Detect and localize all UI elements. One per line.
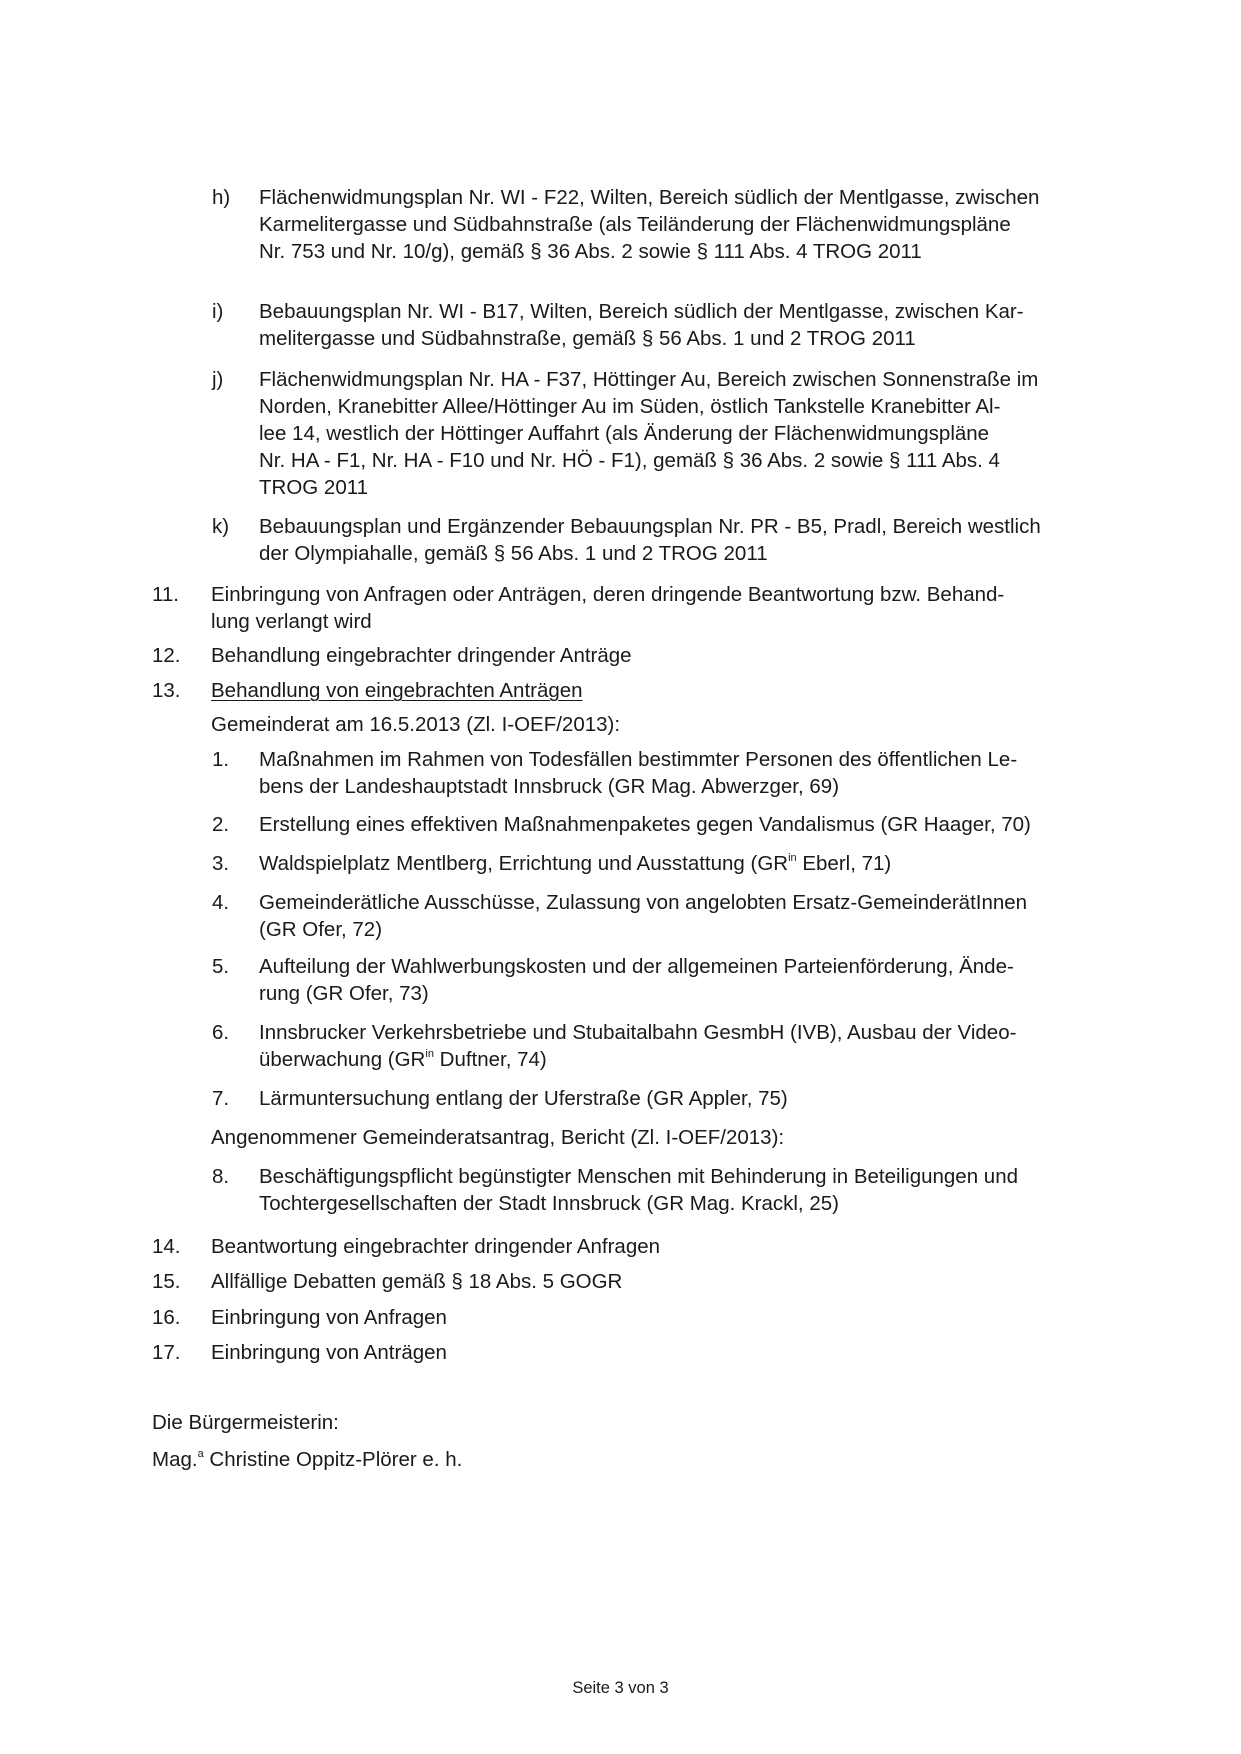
superscript: in xyxy=(425,1048,434,1060)
item-text-line: bens der Landeshauptstadt Innsbruck (GR Mag. Abwerzger, 69) xyxy=(259,775,840,798)
item-text-line: Nr. HA - F1, Nr. HA - F10 und Nr. HÖ - F1), gemäß § 36 Abs. 2 sowie § 111 Abs. 4 xyxy=(259,449,1000,472)
item-number: 3. xyxy=(212,852,230,875)
item-number: 12. xyxy=(152,644,181,667)
item-text-line: Einbringung von Anfragen oder Anträgen, deren dringende Beantwortung bzw. Behand- xyxy=(211,583,1005,606)
item-text-line: Behandlung eingebrachter dringender Anträge xyxy=(211,644,632,667)
item-text: überwachung (GR xyxy=(259,1048,426,1071)
item-number: 15. xyxy=(152,1270,181,1293)
signature-name xyxy=(152,1446,462,1473)
item-text-line: Beschäftigungspflicht begünstigter Menschen mit Behinderung in Beteiligungen und xyxy=(259,1165,1019,1188)
item-text-line: Aufteilung der Wahlwerbungskosten und der allgemeinen Parteienförderung, Ände- xyxy=(259,955,1014,978)
item-text-line: Tochtergesellschaften der Stadt Innsbruck (GR Mag. Krackl, 25) xyxy=(259,1192,839,1215)
item-text-line: Maßnahmen im Rahmen von Todesfällen bestimmter Personen des öffentlichen Le- xyxy=(259,748,1018,771)
signature-person: Christine Oppitz-Plörer e. h. xyxy=(203,1448,463,1471)
item-text-line: Flächenwidmungsplan Nr. HA - F37, Höttinger Au, Bereich zwischen Sonnenstraße im xyxy=(259,368,1039,391)
item-text-line: TROG 2011 xyxy=(259,476,368,499)
item-number: 1. xyxy=(212,748,230,771)
item-number: 14. xyxy=(152,1235,181,1258)
item-text: Waldspielplatz Mentlberg, Errichtung und Ausstattung (GR xyxy=(259,852,789,875)
item-text-line: Erstellung eines effektiven Maßnahmenpaketes gegen Vandalismus (GR Haager, 70) xyxy=(259,813,1031,836)
item-text-line: Lärmuntersuchung entlang der Uferstraße (GR Appler, 75) xyxy=(259,1087,788,1110)
item-text-line: melitergasse und Südbahnstraße, gemäß § 56 Abs. 1 und 2 TROG 2011 xyxy=(259,327,916,350)
superscript: in xyxy=(788,852,797,864)
item-number: 11. xyxy=(152,583,179,606)
item-text-line xyxy=(259,1046,1016,1073)
item-text: Duftner, 74) xyxy=(433,1048,547,1071)
item-marker: j) xyxy=(212,368,224,391)
item-text-line: der Olympiahalle, gemäß § 56 Abs. 1 und 2 TROG 2011 xyxy=(259,542,768,565)
item-text-line: Norden, Kranebitter Allee/Höttinger Au im Süden, östlich Tankstelle Kranebitter Al- xyxy=(259,395,1001,418)
item-text-line: Allfällige Debatten gemäß § 18 Abs. 5 GOGR xyxy=(211,1270,623,1293)
item-text-line: Bebauungsplan und Ergänzender Bebauungsplan Nr. PR - B5, Pradl, Bereich westlich xyxy=(259,515,1041,538)
item-number: 8. xyxy=(212,1165,230,1188)
item-text: Eberl, 71) xyxy=(796,852,892,875)
item-text-line: lee 14, westlich der Höttinger Auffahrt (als Änderung der Flächenwidmungspläne xyxy=(259,422,990,445)
item-text-line: Bebauungsplan Nr. WI - B17, Wilten, Bereich südlich der Mentlgasse, zwischen Kar- xyxy=(259,300,1024,323)
item-text-line: Gemeinderätliche Ausschüsse, Zulassung von angelobten Ersatz-GemeinderätInnen xyxy=(259,891,1028,914)
item-text-line: (GR Ofer, 72) xyxy=(259,918,383,941)
item-text-line: Beantwortung eingebrachter dringender Anfragen xyxy=(211,1235,661,1258)
item-text-line: Innsbrucker Verkehrsbetriebe und Stubaitalbahn GesmbH (IVB), Ausbau der Video- xyxy=(259,1021,1017,1044)
item-number: 16. xyxy=(152,1306,181,1329)
item-marker: h) xyxy=(212,186,231,209)
item-number: 17. xyxy=(152,1341,181,1364)
item-text-line: Karmelitergasse und Südbahnstraße (als Teiländerung der Flächenwidmungspläne xyxy=(259,213,1011,236)
item-marker: i) xyxy=(212,300,224,323)
item-marker: k) xyxy=(212,515,230,538)
item-text-line: Nr. 753 und Nr. 10/g), gemäß § 36 Abs. 2 sowie § 111 Abs. 4 TROG 2011 xyxy=(259,240,922,263)
item-text-line: Flächenwidmungsplan Nr. WI - F22, Wilten, Bereich südlich der Mentlgasse, zwischen xyxy=(259,186,1040,209)
item-text-line: lung verlangt wird xyxy=(211,610,372,633)
item-number: 13. xyxy=(152,679,181,702)
signature-title: Mag. xyxy=(152,1448,198,1471)
superscript: a xyxy=(197,1448,204,1460)
section-heading: Behandlung von eingebrachten Anträgen xyxy=(211,679,583,702)
page-number: Seite 3 von 3 xyxy=(572,1679,669,1697)
item-number: 5. xyxy=(212,955,230,978)
subheading-angenommen: Angenommener Gemeinderatsantrag, Bericht (Zl. I-OEF/2013): xyxy=(211,1126,785,1149)
item-text-line: rung (GR Ofer, 73) xyxy=(259,982,429,1005)
item-number: 2. xyxy=(212,813,230,836)
signature-role: Die Bürgermeisterin: xyxy=(152,1411,339,1434)
item-text-line xyxy=(259,850,891,877)
item-number: 7. xyxy=(212,1087,230,1110)
item-text-line: Einbringung von Anträgen xyxy=(211,1341,447,1364)
item-number: 6. xyxy=(212,1021,230,1044)
item-text-line: Einbringung von Anfragen xyxy=(211,1306,447,1329)
subheading-gemeinderat: Gemeinderat am 16.5.2013 (Zl. I-OEF/2013): xyxy=(211,713,621,736)
item-number: 4. xyxy=(212,891,230,914)
